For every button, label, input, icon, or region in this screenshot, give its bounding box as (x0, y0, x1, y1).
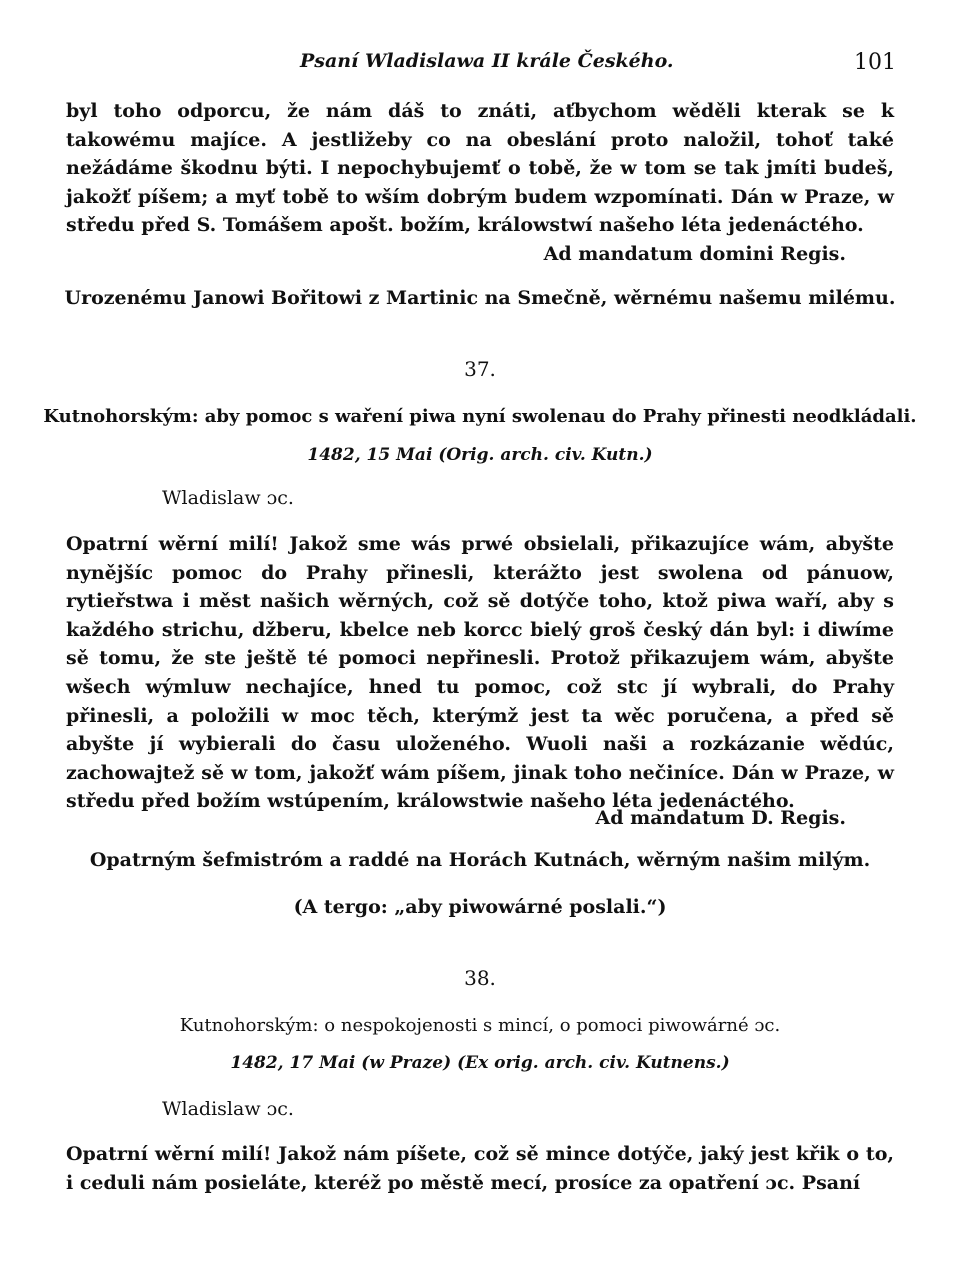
letter-37-closing: Ad mandatum D. Regis. (595, 807, 846, 829)
letter-38-number: 38. (464, 966, 496, 990)
letter-38-summary: Kutnohorským: o nespokojenosti s mincí, o pomoci piwowárné ɔc. (179, 1015, 781, 1036)
letter-37-number: 37. (464, 357, 496, 381)
letter-37-body: Opatrní wěrní milí! Jakož sme wás prwé obsielali, přikazujíce wám, abyšte nynějšíc pomoc do Prahy přinesli, kterážto jest swolena od pánuow, rytieřstwa i měst našich wěrných, což sě dotýče toho, ktož piwa waří, aby s každého strichu, džberu, kbelce neb korcc bielý groš český dán byl: i diwíme sě tomu, že ste ještě té pomoci nepřinesli. Protož přikazujem wám, abyšte wšech wýmluw nechajíce, hned tu pomoc, což stc jí wybrali, do Prahy přinesli, a položili w moc těch, kterýmž jest ta wěc poručena, a před sě abyšte jí wybierali do času uloženého. Wuoli naši a rozkázanie wědúc, zachowajtež sě w tom, jakožť wám píšem, jinak toho nečiníce. Dán w Praze, w středu před božím wstúpením, králowstwie našeho léta jedenáctého. (66, 533, 894, 813)
page-number: 101 (854, 50, 896, 75)
letter-37-sender: Wladislaw ɔc. (162, 487, 294, 509)
letter-38-sender: Wladislaw ɔc. (162, 1098, 294, 1120)
prev-letter-body: byl toho odporcu, že nám dáš to znáti, aťbychom wěděli kterak se k takowému majíce. A jestližeby co na obeslání proto naložil, tohoť také nežádáme škodnu býti. I nepochybujemť o tobě, že w tom se tak jmíti budeš, jakožť píšem; a myť tobě to wším dobrým budem wzpomínati. Dán w Praze, w středu před S. Tomášem apošt. božím, králowstwí našeho léta jedenáctého. (66, 100, 894, 237)
letter-37-address: Opatrným šefmistróm a raddé na Horách Kutnách, wěrným našim milým. (89, 849, 871, 871)
running-title: Psaní Wladislawa II krále Českého. (300, 50, 674, 72)
prev-letter-closing: Ad mandatum domini Regis. (543, 243, 846, 265)
letter-37-summary: Kutnohorským: aby pomoc s waření piwa nyní swolenau do Prahy přinesti neodkládali. (43, 406, 917, 427)
letter-37-date-source: 1482, 15 Mai (Orig. arch. civ. Kutn.) (307, 445, 653, 465)
letter-37-tergo: (A tergo: „aby piwowárné poslali.“) (293, 896, 667, 918)
prev-letter-address: Urozenému Janowi Bořitowi z Martinic na Smečně, wěrnému našemu milému. (64, 287, 896, 309)
letter-38-date-source: 1482, 17 Mai (w Praze) (Ex orig. arch. civ. Kutnens.) (230, 1053, 730, 1073)
letter-38-body: Opatrní wěrní milí! Jakož nám píšete, což sě mince dotýče, jaký jest křik o to, i ceduli nám posieláte, kteréž po městě mecí, prosíce za opatření ɔc. Psaní (66, 1143, 894, 1194)
